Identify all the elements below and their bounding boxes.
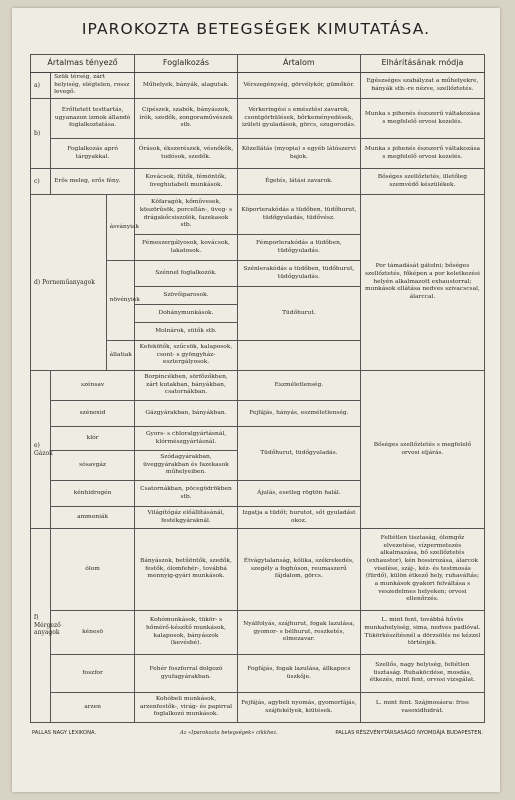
job-cell: Gyors- s chloralgyártásnál, klórmészgyártásnál. <box>135 427 238 451</box>
fix-cell: Feltétlen tisztaság, ólomgőz elvezetése, vízpermetezés alkalmazása, bő szellőztetés (exhaustor), kén bossirozása, álarcok viselése, száj-, kéz- és testmosás (fürdő), külön étkező hely, ruhaváltás; a munkások gyakori felváltása s veszedelmes helyeken; orvosi ellenőrzés. <box>360 529 484 611</box>
group-label: b) <box>31 99 51 169</box>
job-cell: Kefekötők, szűcsök, kalaposok, csont- s gyöngyház-esztergályosok. <box>135 341 238 371</box>
harm-cell: Szénlerakódás a tüdőben, tüdőhurut, tüdőgyuladás. <box>237 261 360 287</box>
factor-cell: Erős meleg, erős fény. <box>51 169 135 195</box>
fix-cell: Munka s pihenés észszerű váltakozása s megfelelő orvosi kezelés. <box>360 99 484 139</box>
fix-cell: Bőséges szellőztetés, illetőleg szemvédő készülékek. <box>360 169 484 195</box>
fix-cell: Szellős, nagy helyiség, feltétlen tisztaság. Ruhaköcdése, mosdás, étkezés, mint fent, orvosi vizsgálat. <box>360 655 484 693</box>
harm-cell: Tüdőhurut. <box>237 287 360 341</box>
fix-cell: Egészséges szabályzat a műhelyekre, bányák stb.-re nézve, szellőztetés. <box>360 73 484 99</box>
table-row <box>31 693 485 723</box>
job-cell: Cipészek, szabók, bányászok, írók, szedők, zongoraművészek stb. <box>135 99 238 139</box>
subgroup-label: szénsav <box>51 371 135 401</box>
job-cell: Világítógáz előállításánál, festékgyáraknál. <box>135 507 238 529</box>
harm-cell: Izgatja a tüdőt; hurutot, sőt gyuladást okoz. <box>237 507 360 529</box>
job-cell: Kőfaragók, kőművesek, köszörűsök, porcellán-, üveg- s drágakőcsiszolók, fazekasok stb. <box>135 195 238 235</box>
subgroup-label: arzen <box>51 693 135 723</box>
fix-cell: Bőséges szellőztetés s megfelelő orvosi eljárás. <box>360 371 484 529</box>
footer-publisher: PALLAS NAGY LEXIKONA. <box>32 730 97 736</box>
subgroup-label: ammoniák <box>51 507 135 529</box>
harm-cell: Ájulás, esetleg rögtön halál. <box>237 481 360 507</box>
fix-cell: Munka s pihenés észszerű váltakozása s megfelelő orvosi kezelés. <box>360 139 484 169</box>
job-cell: Szódagyárakban, üveggyárakban és fazekasok műhelyeiben. <box>135 451 238 481</box>
harm-cell: Eszméletlenség. <box>237 371 360 401</box>
table-row <box>31 73 485 99</box>
harm-cell: Köporterakódás a tüdőben, tüdőhurut, tüdőgyuladás, tüdővész. <box>237 195 360 235</box>
harm-cell: Fejfájás, agybeli nyomás, gyomorfájás, szájfekélyek, kiütések. <box>237 693 360 723</box>
table-row <box>31 99 485 139</box>
job-cell: Műhelyek, bányák, alagutak. <box>135 73 238 99</box>
group-label: e) Gázok <box>31 371 51 529</box>
header-harm: Ártalom <box>237 55 360 73</box>
factor-cell: Erőltetett testtartás, ugyanazon izmok állandó foglalkoztatása. <box>51 99 135 139</box>
header-occupation: Foglalkozás <box>135 55 238 73</box>
table-row <box>31 169 485 195</box>
factor-cell: Foglalkozás apró tárgyakkal. <box>51 139 135 169</box>
subgroup-label: kénhidrogén <box>51 481 135 507</box>
subgroup-label: ólom <box>51 529 135 611</box>
group-label: c) <box>31 169 51 195</box>
subgroup-label: kénesö <box>51 611 135 655</box>
job-cell: Csatornákban, pöcegödrökben stb. <box>135 481 238 507</box>
fix-cell: L. mint fent, továbbá hűvös munkahelyiség, sima, nedves padlóval. Tükörkészítésnél a dörzsölés ne kézzel történjék. <box>360 611 484 655</box>
header-prevention: Elhárításának módja <box>360 55 484 73</box>
footer-caption: Az «Iparokozta betegségek» cikkhez. <box>180 730 278 736</box>
job-cell: Fehér foszforral dolgozó gyufagyárakban. <box>135 655 238 693</box>
job-cell: Órások, ékszerészek, vésnőkők, tudósok, szedők. <box>135 139 238 169</box>
subgroup-label: ásványiak <box>106 195 134 261</box>
job-cell: Kovácsok, fűtők, fémöntők, üveghutabeli munkások. <box>135 169 238 195</box>
table-row <box>31 139 485 169</box>
harm-cell: Étvágytalanság, kólika, székrekedés, szegély a foghúson, reumaszerű fájdalom, görcs. <box>237 529 360 611</box>
header-factor: Ártalmas tényező <box>31 55 135 73</box>
harm-cell-empty <box>237 341 360 371</box>
subgroup-label: állatiak <box>106 341 134 371</box>
page-footer <box>30 730 485 740</box>
job-cell: Molnárok, sütők stb. <box>135 323 238 341</box>
table-header-row <box>31 55 485 73</box>
job-cell: Szövőiparosok. <box>135 287 238 305</box>
harm-cell: Vérkeringési s emésztési zavarok, csontgörbülések, bőrkeményedések, izületi gyuladások, görcs, szugorodás. <box>237 99 360 139</box>
job-cell: Fémeszergályosok, kovácsok, lakatosok. <box>135 235 238 261</box>
harm-cell: Égetés, látási zavarok. <box>237 169 360 195</box>
harm-cell: Tüdőhurut, tüdőgyuladás. <box>237 427 360 481</box>
table-row <box>31 195 485 235</box>
group-label: d) Porneműanyagok <box>31 195 107 371</box>
harm-cell: Közellátás (myopia) s egyéb látószervi bajok. <box>237 139 360 169</box>
harm-cell: Fogfájás, fogak lazulása, állkapocs üszkője. <box>237 655 360 693</box>
document-sheet <box>12 8 500 792</box>
job-cell: Gázgyárakban, bányákban. <box>135 401 238 427</box>
subgroup-label: szénoxid <box>51 401 135 427</box>
subgroup-label: sósavgáz <box>51 451 135 481</box>
footer-printer: PALLAS RÉSZVÉNYTÁRSASÁGÓ NYOMDÁJA BUDAPESTEN. <box>335 730 483 736</box>
job-cell: Kohómunkások, tükör- s hőmérő-készítő munkások, kalaposok, bányászok (kevésbé). <box>135 611 238 655</box>
harm-cell: Vérszegénység, görvélykór, gümőkór. <box>237 73 360 99</box>
group-label: a) <box>31 73 51 99</box>
group-label: f) Mérgező anyagok <box>31 529 51 723</box>
job-cell: Dohánymunkások. <box>135 305 238 323</box>
harm-cell: Fejfájás, hányás, eszméletlenség. <box>237 401 360 427</box>
page-title: IPAROKOZTA BETEGSÉGEK KIMUTATÁSA. <box>81 20 431 38</box>
disease-table <box>30 54 485 723</box>
job-cell: Szénnel foglalkozók. <box>135 261 238 287</box>
table-row <box>31 371 485 401</box>
job-cell: Bányászok, betűöntők, szedők, festők, ólomfehér-, továbbá mennyig-gyári munkások. <box>135 529 238 611</box>
fix-cell: L. mint fent. Szájmosásra: friss vasoxidhidrát. <box>360 693 484 723</box>
table-row <box>31 611 485 655</box>
table-row <box>31 655 485 693</box>
subgroup-label: foszfor <box>51 655 135 693</box>
fix-cell: Por támadását gátolni; bőséges szellőztetés, főképen a por keletkezési helyén alkalmazott exhaustorral; munkások ellátása nedves szivacscsal, álarccal. <box>360 195 484 371</box>
harm-cell: Nyálfolyás, szájhurut, fogak lazulása, gyomor- s bélhurut, reszketés, elmezavar. <box>237 611 360 655</box>
table-row <box>31 529 485 611</box>
factor-cell: Szük térség, zárt helyiség, elégtelen, rossz levegő. <box>51 73 135 99</box>
job-cell: Kohóbeli munkások, arzenfestők-, virág- és papirral foglalkozó munkások. <box>135 693 238 723</box>
subgroup-label: növényiek <box>106 261 134 341</box>
harm-cell: Fémporlerakódás a tüdőben, tüdőgyuladás. <box>237 235 360 261</box>
subgroup-label: klór <box>51 427 135 451</box>
job-cell: Borpincékben, sörfőzőkben, zárt kutakban, bányákban, csatornákban. <box>135 371 238 401</box>
